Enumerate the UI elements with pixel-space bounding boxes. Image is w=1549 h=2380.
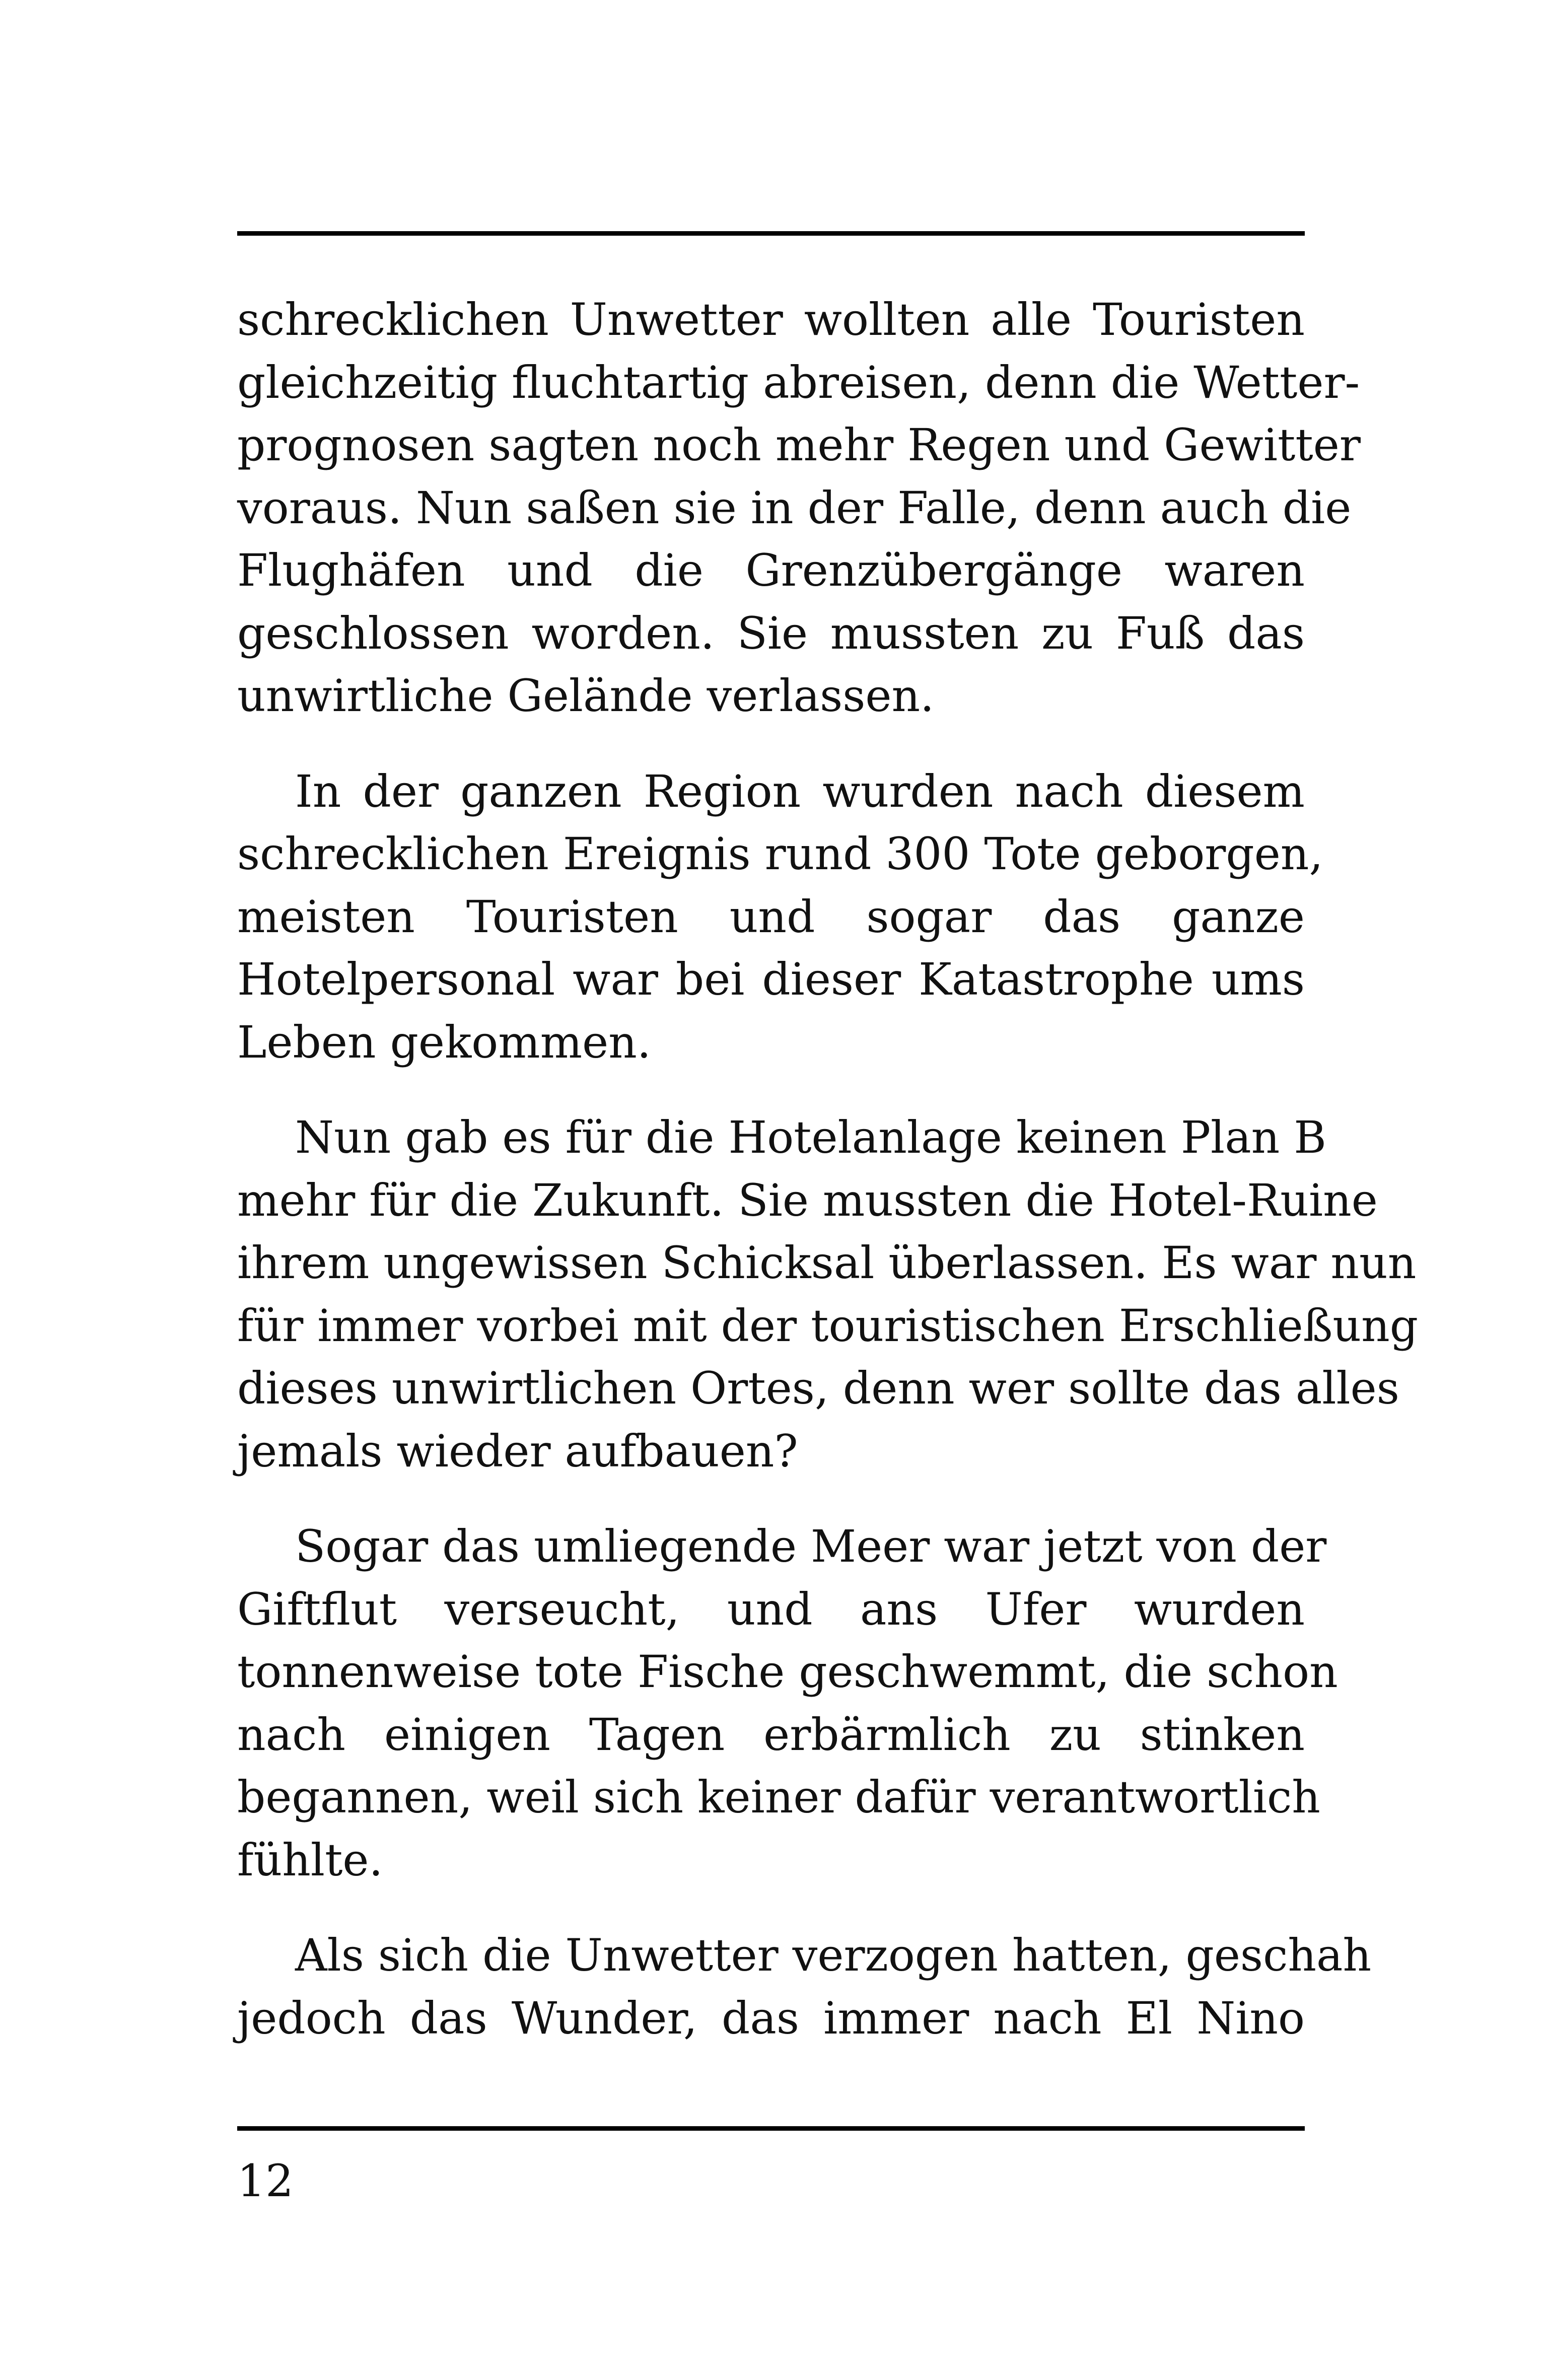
text-line: prognosen sagten noch mehr Regen und Gewitter	[237, 419, 1361, 471]
text-line: Sogar das umliegende Meer war jetzt von der	[295, 1520, 1327, 1572]
text-line: Giftflut verseucht, und ans Ufer wurden	[237, 1583, 1305, 1635]
text-line: jemals wieder aufbauen?	[237, 1425, 798, 1477]
paragraph	[237, 760, 1323, 1074]
text-line: schrecklichen Ereignis rund 300 Tote geborgen,	[237, 828, 1323, 880]
paragraph-gap	[237, 1892, 1305, 1924]
paragraph-gap	[237, 1483, 1305, 1515]
text-line: geschlossen worden. Sie mussten zu Fuß das	[237, 607, 1305, 659]
text-line: schrecklichen Unwetter wollten alle Touristen	[237, 294, 1305, 345]
body-text	[237, 289, 1419, 2050]
text-line: jedoch das Wunder, das immer nach El Nino	[237, 1992, 1305, 2044]
text-line: In der ganzen Region wurden nach diesem	[295, 765, 1305, 817]
top-rule	[237, 231, 1305, 236]
text-line: meisten Touristen und sogar das ganze	[237, 890, 1305, 943]
text-line: für immer vorbei mit der touristischen Erschließung	[237, 1299, 1419, 1352]
text-line: unwirtliche Gelände verlassen.	[237, 670, 935, 722]
bottom-rule	[237, 2126, 1305, 2131]
paragraph	[237, 1106, 1419, 1483]
text-line: mehr für die Zukunft. Sie mussten die Hotel-Ruine	[237, 1174, 1378, 1226]
text-line: Nun gab es für die Hotelanlage keinen Plan B	[295, 1111, 1326, 1163]
text-line: begannen, weil sich keiner dafür verantwortlich	[237, 1771, 1320, 1823]
text-line: nach einigen Tagen erbärmlich zu stinken	[237, 1708, 1305, 1761]
text-line: ihrem ungewissen Schicksal überlassen. Es war nun	[237, 1237, 1417, 1289]
paragraph-gap	[237, 728, 1305, 760]
text-line: tonnenweise tote Fische geschwemmt, die schon	[237, 1646, 1338, 1698]
text-line: Hotelpersonal war bei dieser Katastrophe ums	[237, 953, 1305, 1005]
paragraph	[237, 289, 1361, 728]
paragraph	[237, 1515, 1338, 1892]
paragraph-gap	[237, 1074, 1305, 1106]
text-line: Flughäfen und die Grenzübergänge waren	[237, 544, 1305, 596]
text-line: gleichzeitig fluchtartig abreisen, denn die Wetter-	[237, 356, 1360, 408]
paragraph	[237, 1924, 1372, 2050]
text-line: voraus. Nun saßen sie in der Falle, denn auch die	[237, 481, 1352, 534]
page-number: 12	[237, 2155, 294, 2207]
text-line: dieses unwirtlichen Ortes, denn wer sollte das alles	[237, 1362, 1399, 1414]
text-line: fühlte.	[237, 1834, 383, 1886]
text-line: Als sich die Unwetter verzogen hatten, geschah	[295, 1929, 1372, 1981]
text-line: Leben gekommen.	[237, 1016, 651, 1068]
